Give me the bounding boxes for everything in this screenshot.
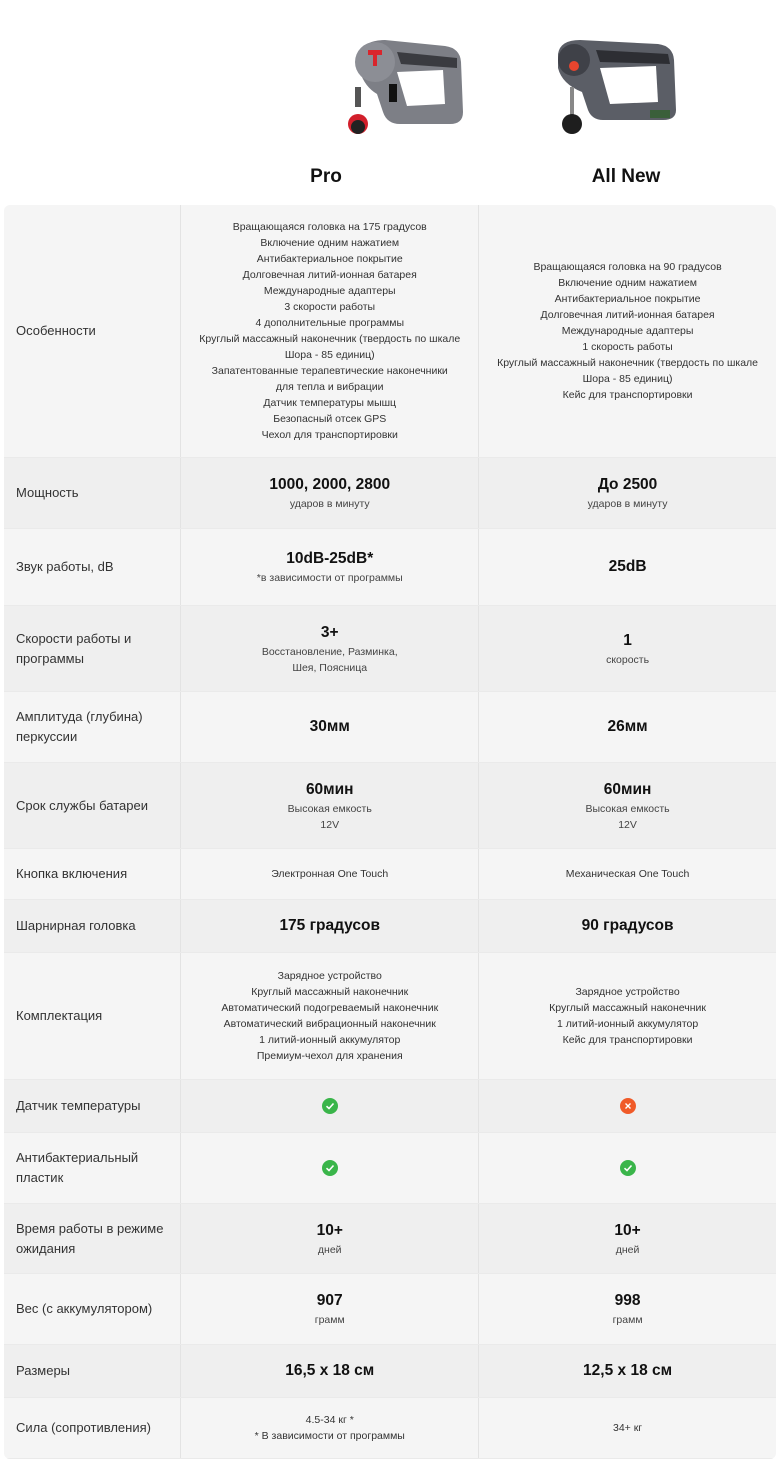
row-label: Комплектация bbox=[4, 953, 181, 1079]
table-row bbox=[4, 900, 776, 953]
speeds-allnew bbox=[479, 606, 776, 691]
feature-line: Вращающаяся головка на 175 градусов bbox=[232, 221, 427, 233]
feature-line: Включение одним нажатием bbox=[260, 237, 400, 249]
row-label: Сила (сопротивления) bbox=[4, 1398, 181, 1458]
value-sub: Шея, Поясница bbox=[292, 661, 368, 674]
feature-line: 3 скорости работы bbox=[284, 301, 376, 313]
sound-allnew bbox=[479, 529, 776, 605]
value-sub: ударов в минуту bbox=[289, 498, 370, 510]
row-label: Датчик температуры bbox=[4, 1080, 181, 1132]
table-row bbox=[4, 1204, 776, 1274]
table-row bbox=[4, 1398, 776, 1459]
table-row bbox=[4, 1080, 776, 1133]
power-allnew bbox=[479, 458, 776, 528]
row-label: Мощность bbox=[4, 458, 181, 528]
value: 60мин bbox=[305, 780, 354, 798]
features-pro bbox=[181, 205, 479, 457]
header bbox=[0, 0, 780, 205]
pro-massager-image bbox=[325, 32, 475, 142]
value-sub: 12V bbox=[320, 818, 340, 831]
check-icon bbox=[322, 1098, 338, 1114]
value-sub: 12V bbox=[618, 818, 637, 831]
feature-line: Долговечная литий-ионная батарея bbox=[540, 309, 715, 321]
table-row bbox=[4, 763, 776, 849]
table-row bbox=[4, 1345, 776, 1398]
table-row bbox=[4, 458, 776, 529]
kit-line: Автоматический подогреваемый наконечник bbox=[221, 1002, 439, 1014]
table-row bbox=[4, 1133, 776, 1204]
feature-line: Вращающаяся головка на 90 градусов bbox=[533, 261, 722, 273]
kit-line: Кейс для транспортировки bbox=[562, 1034, 693, 1046]
feature-line: 1 скорость работы bbox=[582, 341, 673, 353]
model-name-pro: Pro bbox=[310, 166, 342, 187]
amplitude-allnew bbox=[479, 692, 776, 762]
row-label: Шарнирная головка bbox=[4, 900, 181, 952]
feature-line: Чехол для транспортировки bbox=[261, 429, 398, 441]
value: 175 градусов bbox=[279, 917, 381, 934]
value-sub: ударов в минуту bbox=[587, 498, 668, 510]
value: 907 bbox=[316, 1292, 343, 1309]
features-allnew bbox=[479, 205, 776, 457]
temp-pro bbox=[181, 1080, 479, 1132]
weight-allnew bbox=[479, 1274, 776, 1344]
feature-line: Антибактериальное покрытие bbox=[256, 253, 403, 265]
row-label: Размеры bbox=[4, 1345, 181, 1397]
table-row bbox=[4, 953, 776, 1080]
value: 25dB bbox=[608, 558, 647, 575]
value-sub: Высокая емкость bbox=[585, 802, 670, 815]
row-label: Антибактериальный пластик bbox=[4, 1133, 181, 1203]
value: 10+ bbox=[614, 1221, 641, 1239]
table-row bbox=[4, 692, 776, 763]
row-label: Звук работы, dB bbox=[4, 529, 181, 605]
antibac-allnew bbox=[479, 1133, 776, 1203]
feature-line: Безопасный отсек GPS bbox=[273, 413, 387, 425]
feature-line: 4 дополнительные программы bbox=[255, 317, 405, 329]
value-sub: скорость bbox=[606, 653, 650, 666]
feature-line: Шора - 85 единиц) bbox=[284, 349, 375, 361]
value: 1 bbox=[623, 631, 632, 649]
feature-line: Шора - 85 единиц) bbox=[582, 373, 673, 385]
feature-line: Круглый массажный наконечник (твердость по шкале bbox=[497, 357, 759, 369]
value: 4.5-34 кг * bbox=[305, 1414, 354, 1426]
button-allnew bbox=[479, 849, 776, 899]
head-pro bbox=[181, 900, 479, 952]
allnew-massager-image bbox=[548, 32, 698, 142]
value: 34+ кг bbox=[612, 1422, 643, 1434]
value: 10dB-25dB* bbox=[286, 550, 374, 567]
force-pro bbox=[181, 1398, 479, 1458]
value: 26мм bbox=[607, 718, 648, 735]
value-sub: * В зависимости от программы bbox=[254, 1430, 405, 1442]
value-sub: *в зависимости от программы bbox=[256, 572, 403, 584]
weight-pro bbox=[181, 1274, 479, 1344]
feature-line: для тепла и вибрации bbox=[275, 381, 384, 393]
kit-line: Премиум-чехол для хранения bbox=[256, 1050, 403, 1062]
value-sub: дней bbox=[615, 1243, 640, 1256]
feature-line: Включение одним нажатием bbox=[558, 277, 697, 289]
model-name-allnew: All New bbox=[591, 166, 661, 187]
antibac-pro bbox=[181, 1133, 479, 1203]
feature-line: Международные адаптеры bbox=[263, 285, 396, 297]
table-row bbox=[4, 205, 776, 458]
row-label: Срок службы батареи bbox=[4, 763, 181, 848]
power-pro bbox=[181, 458, 479, 528]
value: 3+ bbox=[320, 623, 339, 641]
comparison-table bbox=[4, 205, 776, 1459]
standby-pro bbox=[181, 1204, 479, 1273]
kit-line: Круглый массажный наконечник bbox=[549, 1002, 707, 1014]
feature-line: Антибактериальное покрытие bbox=[554, 293, 701, 305]
feature-line: Долговечная литий-ионная батарея bbox=[242, 269, 417, 281]
value-sub: Высокая емкость bbox=[287, 802, 372, 815]
kit-line: Зарядное устройство bbox=[277, 970, 382, 982]
value: До 2500 bbox=[597, 476, 658, 493]
kit-line: Автоматический вибрационный наконечник bbox=[223, 1018, 436, 1030]
check-icon bbox=[322, 1160, 338, 1176]
value-sub: грамм bbox=[612, 1314, 643, 1326]
value: 998 bbox=[614, 1292, 641, 1309]
feature-line: Международные адаптеры bbox=[561, 325, 694, 337]
size-allnew bbox=[479, 1345, 776, 1397]
feature-line: Датчик температуры мышц bbox=[263, 397, 397, 409]
sound-pro bbox=[181, 529, 479, 605]
table-row bbox=[4, 529, 776, 606]
row-label: Особенности bbox=[4, 205, 181, 457]
value: Механическая One Touch bbox=[565, 868, 690, 880]
kit-line: 1 литий-ионный аккумулятор bbox=[556, 1018, 699, 1030]
value-sub: Восстановление, Разминка, bbox=[261, 645, 398, 658]
value-sub: грамм bbox=[314, 1314, 345, 1326]
kit-line: Круглый массажный наконечник bbox=[251, 986, 409, 998]
amplitude-pro bbox=[181, 692, 479, 762]
kit-line: Зарядное устройство bbox=[575, 986, 680, 998]
feature-line: Круглый массажный наконечник (твердость по шкале bbox=[199, 333, 461, 345]
value: 10+ bbox=[316, 1221, 343, 1239]
feature-line: Кейс для транспортировки bbox=[562, 389, 693, 401]
row-label: Скорости работы и программы bbox=[4, 606, 181, 691]
table-row bbox=[4, 1274, 776, 1345]
speeds-pro bbox=[181, 606, 479, 691]
row-label: Кнопка включения bbox=[4, 849, 181, 899]
standby-allnew bbox=[479, 1204, 776, 1273]
value: 16,5 x 18 см bbox=[285, 1362, 375, 1379]
table-row bbox=[4, 849, 776, 900]
kit-line: 1 литий-ионный аккумулятор bbox=[259, 1034, 401, 1046]
size-pro bbox=[181, 1345, 479, 1397]
row-label: Время работы в режиме ожидания bbox=[4, 1204, 181, 1273]
value: Электронная One Touch bbox=[271, 868, 389, 880]
force-allnew bbox=[479, 1398, 776, 1458]
value: 90 градусов bbox=[581, 917, 674, 934]
head-allnew bbox=[479, 900, 776, 952]
value: 12,5 x 18 см bbox=[583, 1362, 673, 1379]
value-sub: дней bbox=[317, 1243, 342, 1256]
table-row bbox=[4, 606, 776, 692]
battery-pro bbox=[181, 763, 479, 848]
feature-line: Запатентованные терапевтические наконечники bbox=[211, 365, 448, 377]
temp-allnew bbox=[479, 1080, 776, 1132]
value: 1000, 2000, 2800 bbox=[269, 476, 391, 493]
cross-icon bbox=[620, 1098, 636, 1114]
value: 60мин bbox=[603, 780, 652, 798]
button-pro bbox=[181, 849, 479, 899]
value: 30мм bbox=[309, 718, 350, 735]
row-label: Амплитуда (глубина) перкуссии bbox=[4, 692, 181, 762]
battery-allnew bbox=[479, 763, 776, 848]
row-label: Вес (с аккумулятором) bbox=[4, 1274, 181, 1344]
kit-allnew bbox=[479, 953, 776, 1079]
check-icon bbox=[620, 1160, 636, 1176]
kit-pro bbox=[181, 953, 479, 1079]
